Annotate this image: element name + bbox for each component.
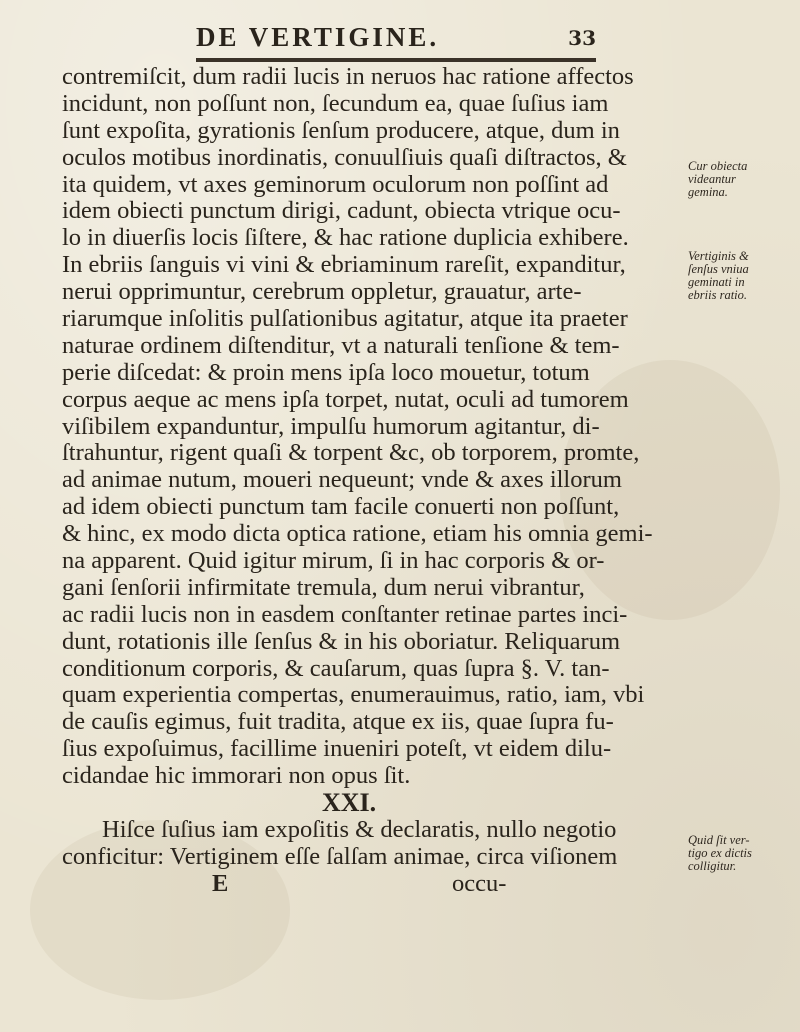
page-number: 33 [568,26,596,50]
running-title: DE VERTIGINE. [196,22,440,52]
text-line: na apparent. Quid igitur mirum, ſi in hac corporis & or- [62,547,605,575]
marginal-note-line: colligitur. [688,859,737,873]
text-line: de cauſis egimus, fuit tradita, atque ex iis, quae ſupra fu- [62,708,614,736]
text-line: idem obiecti punctum dirigi, cadunt, obiecta vtrique ocu- [62,197,621,225]
body-text [62,64,662,898]
text-line: & hinc, ex modo dicta optica ratione, etiam his omnia gemi- [62,520,653,548]
marginal-note-line: Cur obiecta [688,159,748,173]
text-line: naturae ordinem diſtenditur, vt a naturali tenſione & tem- [62,331,620,359]
text-line: corpus aeque ac mens ipſa torpet, nutat, oculi ad tumorem [62,385,629,413]
text-line: cidandae hic immorari non opus ſit. [62,762,411,790]
text-line: ſtrahuntur, rigent quaſi & torpent &c, ob torporem, promte, [62,439,640,467]
text-line: oculos motibus inordinatis, conuulſiuis quaſi diſtractos, & [62,143,627,171]
text-line: incidunt, non poſſunt non, ſecundum ea, quae ſuſius iam [62,89,609,117]
catchword: occu- [452,869,507,897]
text-line: conficitur: Vertiginem eſſe ſalſam animae, circa viſionem [62,842,618,870]
text-line: perie diſcedat: & proin mens ipſa loco mouetur, totum [62,358,590,386]
text-line: In ebriis ſanguis vi vini & ebriaminum rareſit, expanditur, [62,251,626,279]
marginal-note-line: geminati in [688,275,745,289]
marginal-note [688,834,752,873]
text-line: Hiſce ſuſius iam expoſitis & declaratis, nullo negotio [102,815,617,843]
text-line: ad idem obiecti punctum tam facile conuerti non poſſunt, [62,493,620,521]
text-line: ſunt expoſita, gyrationis ſenſum producere, atque, dum in [62,116,620,144]
text-line: viſibilem expanduntur, impulſu humorum agitantur, di- [62,412,600,440]
header-rule [196,58,596,62]
signature-mark: E [212,869,229,897]
text-line: ad animae nutum, moueri nequeunt; vnde & axes illorum [62,466,622,494]
text-line: riarumque inſolitis pulſationibus agitatur, atque ita praeter [62,305,628,333]
text-line: conditionum corporis, & cauſarum, quas ſupra §. V. tan- [62,654,610,682]
marginal-note-line: videantur [688,172,736,186]
marginal-note [688,160,747,199]
catchword-line [62,871,662,898]
marginal-note-line: gemina. [688,185,728,199]
marginal-note-line: Vertiginis & [688,249,749,263]
marginal-note-line: ſenſus vniua [688,262,749,276]
text-line: dunt, rotationis ille ſenſus & in his oboriatur. Reliquarum [62,627,620,655]
text-line: lo in diuerſis locis ſiſtere, & hac ratione duplicia exhibere. [62,224,629,252]
text-line: ac radii lucis non in easdem conſtanter retinae partes inci- [62,600,628,628]
text-line: quam experientia compertas, enumerauimus, ratio, iam, vbi [62,681,645,709]
text-line: gani ſenſorii infirmitate tremula, dum nerui vibrantur, [62,573,585,601]
marginal-note-line: tigo ex dictis [688,846,752,860]
section-heading: XXI. [322,788,377,818]
text-line: ſius expoſuimus, facillime inueniri poteſt, vt eidem dilu- [62,735,612,763]
page-header [196,22,596,62]
marginal-note [688,250,749,302]
marginal-note-line: Quid ſit ver- [688,833,750,847]
text-line: contremiſcit, dum radii lucis in neruos hac ratione affectos [62,63,634,90]
text-line: nerui opprimuntur, cerebrum oppletur, grauatur, arte- [62,278,582,306]
marginal-note-line: ebriis ratio. [688,288,748,302]
text-line: ita quidem, vt axes geminorum oculorum non poſſint ad [62,170,609,198]
